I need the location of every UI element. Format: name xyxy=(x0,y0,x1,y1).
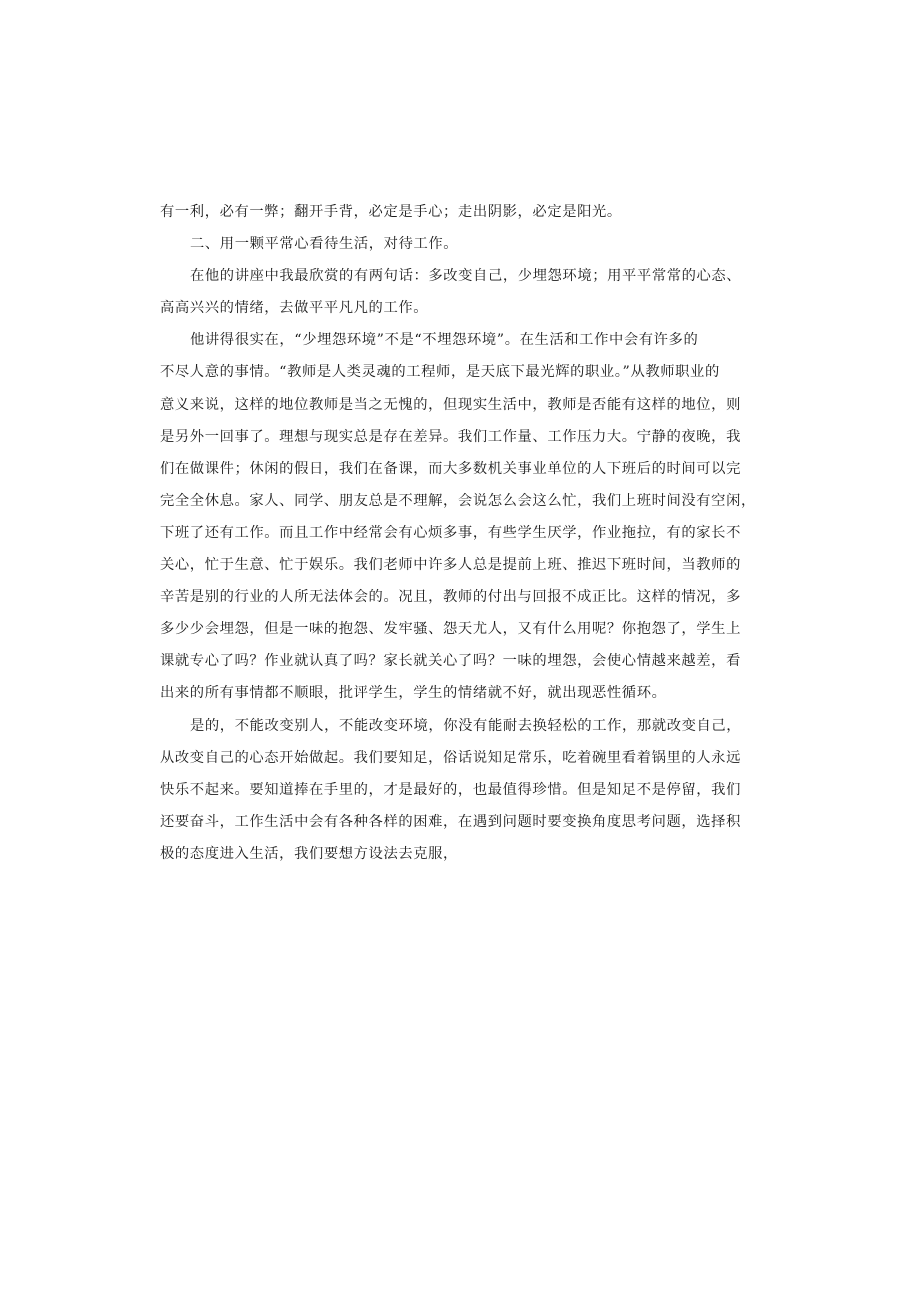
text-line: 们在做课件；休闲的假日，我们在备课，而大多数机关事业单位的人下班后的时间可以完 xyxy=(160,460,741,477)
text-line: 还要奋斗，工作生活中会有各种各样的困难，在遇到问题时要变换角度思考问题，选择积 xyxy=(160,813,741,830)
paragraph xyxy=(160,260,765,324)
paragraph xyxy=(160,710,765,870)
text-line: 课就专心了吗？作业就认真了吗？家长就关心了吗？一味的埋怨，会使心情越来越差，看 xyxy=(160,653,741,670)
text-line: 是另外一回事了。理想与现实总是存在差异。我们工作量、工作压力大。宁静的夜晚，我 xyxy=(160,428,741,445)
paragraph xyxy=(160,196,765,228)
text-line: 下班了还有工作。而且工作中经常会有心烦多事，有些学生厌学，作业拖拉，有的家长不 xyxy=(160,524,741,541)
text-line: 他讲得很实在，“少埋怨环境”不是“不埋怨环境”。在生活和工作中会有许多的 xyxy=(190,332,699,349)
text-line: 从改变自己的心态开始做起。我们要知足，俗话说知足常乐，吃着碗里看着锅里的人永远 xyxy=(160,749,741,766)
paragraph xyxy=(160,228,765,260)
text-line: 辛苦是别的行业的人所无法体会的。况且，教师的付出与回报不成正比。这样的情况，多 xyxy=(160,589,741,606)
text-line: 意义来说，这样的地位教师是当之无愧的，但现实生活中，教师是否能有这样的地位，则 xyxy=(160,396,741,413)
text-line: 快乐不起来。要知道捧在手里的，才是最好的，也最值得珍惜。但是知足不是停留，我们 xyxy=(160,781,741,798)
paragraph xyxy=(160,324,765,709)
text-line: 是的，不能改变别人，不能改变环境，你没有能耐去换轻松的工作，那就改变自己， xyxy=(190,717,742,734)
text-line: 完全全休息。家人、同学、朋友总是不理解，会说怎么会这么忙，我们上班时间没有空闲， xyxy=(160,492,756,509)
text-line: 多少少会埋怨，但是一味的抱怨、发牢骚、怨天尤人，又有什么用呢？你抱怨了，学生上 xyxy=(160,621,741,638)
text-line: 极的态度进入生活，我们要想方设法去克服， xyxy=(160,845,458,862)
text-line: 有一利，必有一弊；翻开手背，必定是手心；走出阴影，必定是阳光。 xyxy=(160,204,622,220)
text-line: 不尽人意的事情。“教师是人类灵魂的工程师，是天底下最光辉的职业。”从教师职业的 xyxy=(160,364,720,381)
text-line: 出来的所有事情都不顺眼，批评学生，学生的情绪就不好，就出现恶性循环。 xyxy=(160,685,667,702)
text-line: 二、用一颗平常心看待生活，对待工作。 xyxy=(190,236,459,253)
text-line: 关心，忙于生意、忙于娱乐。我们老师中许多人总是提前上班、推迟下班时间，当教师的 xyxy=(160,557,741,574)
text-line: 在他的讲座中我最欣赏的有两句话：多改变自己，少埋怨环境；用平平常常的心态、 xyxy=(190,268,742,285)
text-line: 高高兴兴的情绪，去做平平凡凡的工作。 xyxy=(160,300,429,317)
document-body xyxy=(160,196,765,870)
